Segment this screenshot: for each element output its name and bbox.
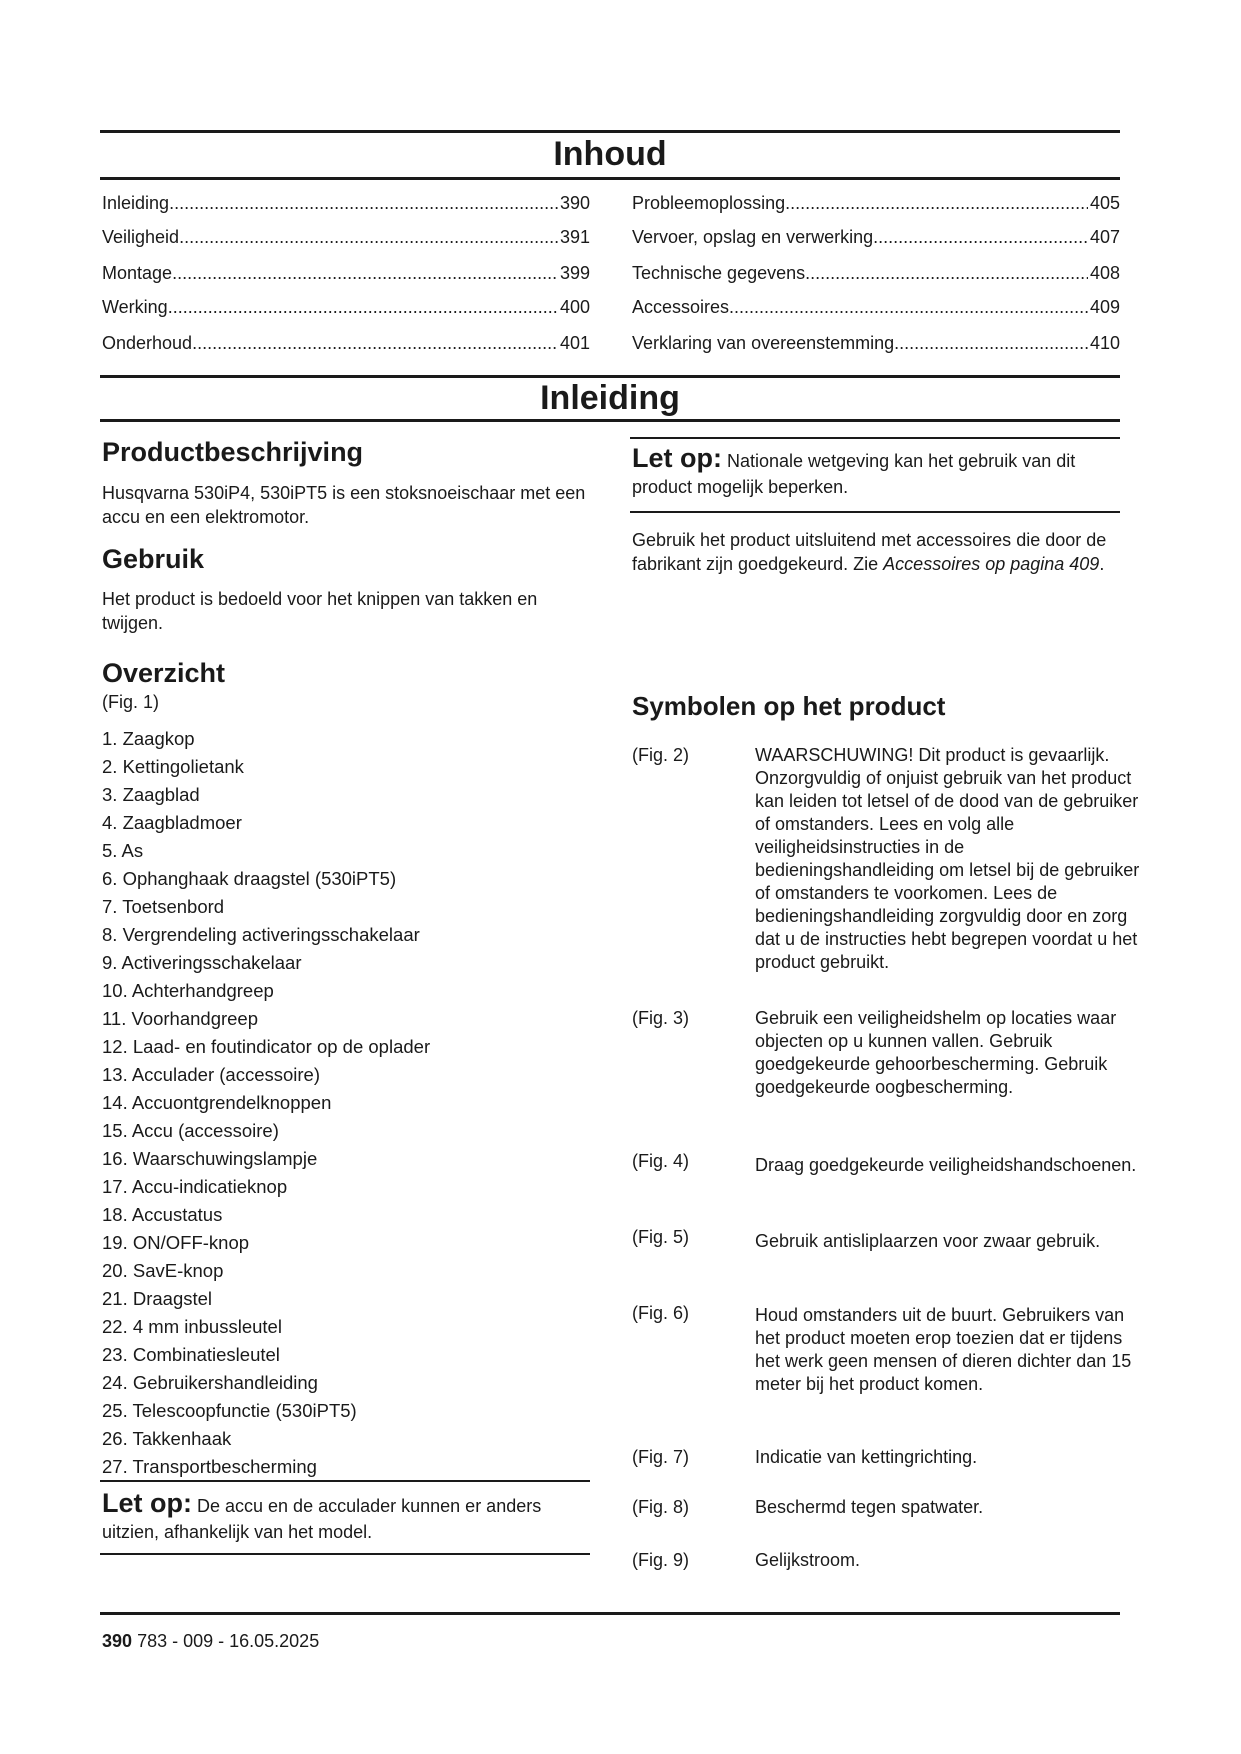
list-item: 1. Zaagkop — [102, 728, 195, 749]
list-item: 4. Zaagbladmoer — [102, 812, 242, 833]
symbol-fig-ref: (Fig. 6) — [632, 1303, 690, 1323]
toc-dots — [873, 226, 1088, 248]
symbol-fig-ref: (Fig. 7) — [632, 1447, 690, 1467]
symbol-fig-ref: (Fig. 8) — [632, 1497, 690, 1517]
note-right-top-rule — [630, 437, 1120, 439]
symbol-fig-ref: (Fig. 5) — [632, 1227, 690, 1247]
toc-entry-onderhoud[interactable] — [102, 332, 590, 354]
accessories-end: . — [1099, 554, 1105, 574]
overview-list — [102, 725, 430, 1481]
toc-dots — [192, 332, 558, 354]
note-right-label: Let op: — [632, 443, 722, 473]
symbol-text: Beschermd tegen spatwater. — [755, 1497, 984, 1517]
toc-entry-page: 410 — [1089, 333, 1120, 353]
list-item: 9. Activeringsschakelaar — [102, 952, 302, 973]
overview-heading: Overzicht — [102, 658, 226, 688]
list-item: 23. Combinatiesleutel — [102, 1344, 280, 1365]
toc-entry-page: 408 — [1089, 263, 1120, 283]
note-left-bottom-rule — [100, 1553, 590, 1555]
list-item: 18. Accustatus — [102, 1204, 223, 1225]
list-item: 12. Laad- en foutindicator op de oplader — [102, 1036, 431, 1057]
toc-dots — [168, 296, 558, 318]
list-item: 24. Gebruikershandleiding — [102, 1372, 318, 1393]
page-footer — [102, 1630, 319, 1652]
list-item: 5. As — [102, 840, 144, 861]
symbol-text: WAARSCHUWING! Dit product is gevaarlijk. Onzorgvuldig of onjuist gebruik van het product kan leiden tot letsel of de dood van de gebruiker of omstanders. Lees en volg alle veiligheidsinstructies in de bedieningshandleiding om letsel bij de gebruiker of omstanders te voorkomen. Lees de bedieningshandleiding zorgvuldig door en zorg dat u de instructies hebt begrepen voordat u het product gebruikt. — [755, 745, 1140, 972]
intro-title: Inleiding — [540, 379, 680, 417]
list-item: 15. Accu (accessoire) — [102, 1120, 279, 1141]
toc-entry-label: Montage — [102, 263, 173, 283]
footer-rule — [100, 1612, 1120, 1615]
toc-entry-technische-gegevens[interactable] — [632, 262, 1120, 284]
toc-entry-page: 401 — [559, 333, 590, 353]
note-left — [102, 1490, 592, 1545]
overview-fig-ref: (Fig. 1) — [102, 692, 160, 712]
toc-dots — [169, 192, 558, 214]
list-item: 14. Accuontgrendelknoppen — [102, 1092, 332, 1113]
toc-entry-label: Inleiding — [102, 193, 170, 213]
toc-entry-probleemoplossing[interactable] — [632, 192, 1120, 214]
toc-dots — [179, 226, 558, 248]
toc-dots — [785, 192, 1088, 214]
list-item: 26. Takkenhaak — [102, 1428, 232, 1449]
toc-entry-accessoires[interactable] — [632, 296, 1120, 318]
footer-page-number: 390 — [102, 1631, 133, 1651]
note-left-text: De accu en de acculader kunnen er anders uitzien, afhankelijk van het model. — [102, 1496, 542, 1542]
toc-entry-page: 390 — [559, 193, 590, 213]
toc-dots — [172, 262, 558, 284]
product-description-text: Husqvarna 530iP4, 530iPT5 is een stoksnoeischaar met een accu en een elektromotor. — [102, 483, 586, 527]
toc-entry-vervoer[interactable] — [632, 226, 1120, 248]
symbols-heading: Symbolen op het product — [632, 691, 946, 721]
toc-entry-page: 391 — [559, 227, 590, 247]
list-item: 25. Telescoopfunctie (530iPT5) — [102, 1400, 357, 1421]
symbol-fig-ref: (Fig. 9) — [632, 1550, 690, 1570]
note-right-bottom-rule — [630, 511, 1120, 513]
toc-title: Inhoud — [553, 135, 667, 173]
use-heading: Gebruik — [102, 544, 205, 574]
list-item: 20. SavE-knop — [102, 1260, 224, 1281]
accessories-text: Gebruik het product uitsluitend met accessoires die door de fabrikant zijn goedgekeurd. Zie — [632, 530, 1107, 574]
note-right — [632, 445, 1120, 500]
accessories-paragraph — [632, 528, 1120, 576]
toc-entry-page: 405 — [1089, 193, 1120, 213]
footer-doc-info: 783 - 009 - 16.05.2025 — [137, 1631, 320, 1651]
list-item: 27. Transportbescherming — [102, 1456, 317, 1477]
toc-entry-label: Veiligheid — [102, 227, 180, 247]
list-item: 17. Accu-indicatieknop — [102, 1176, 288, 1197]
symbol-text: Houd omstanders uit de buurt. Gebruikers van het product moeten erop toezien dat er tijdens het werk geen mensen of dieren dichter dan 15 meter bij het product komen. — [755, 1305, 1132, 1394]
list-item: 3. Zaagblad — [102, 784, 200, 805]
list-item: 7. Toetsenbord — [102, 896, 225, 917]
note-left-top-rule — [100, 1480, 590, 1482]
toc-entry-verklaring[interactable] — [632, 332, 1120, 354]
list-item: 19. ON/OFF-knop — [102, 1232, 250, 1253]
symbol-fig-ref: (Fig. 3) — [632, 1008, 690, 1028]
list-item: 8. Vergrendeling activeringsschakelaar — [102, 924, 420, 945]
toc-dots — [729, 296, 1088, 318]
list-item: 22. 4 mm inbussleutel — [102, 1316, 282, 1337]
toc-entry-veiligheid[interactable] — [102, 226, 590, 248]
list-item: 6. Ophanghaak draagstel (530iPT5) — [102, 868, 397, 889]
list-item: 21. Draagstel — [102, 1288, 213, 1309]
toc-bottom-rule — [100, 177, 1120, 180]
note-right-text: Nationale wetgeving kan het gebruik van dit product mogelijk beperken. — [632, 451, 1076, 497]
toc-entry-label: Accessoires — [632, 297, 730, 317]
toc-entry-montage[interactable] — [102, 262, 590, 284]
use-text: Het product is bedoeld voor het knippen van takken en twijgen. — [102, 589, 538, 633]
toc-dots — [894, 332, 1088, 354]
toc-top-rule — [100, 130, 1120, 133]
list-item: 13. Acculader (accessoire) — [102, 1064, 320, 1085]
symbol-text: Indicatie van kettingrichting. — [755, 1447, 978, 1467]
toc-dots — [805, 262, 1088, 284]
toc-entry-label: Technische gegevens — [632, 263, 806, 283]
toc-entry-werking[interactable] — [102, 296, 590, 318]
toc-entry-page: 409 — [1089, 297, 1120, 317]
symbol-fig-ref: (Fig. 4) — [632, 1151, 690, 1171]
list-item: 2. Kettingolietank — [102, 756, 244, 777]
list-item: 10. Achterhandgreep — [102, 980, 274, 1001]
toc-entry-label: Probleemoplossing — [632, 193, 786, 213]
symbol-text: Gebruik een veiligheidshelm op locaties waar objecten op u kunnen vallen. Gebruik goedgekeurde gehoorbescherming. Gebruik goedgekeurde oogbescherming. — [755, 1008, 1117, 1097]
toc-entry-page: 400 — [559, 297, 590, 317]
symbol-text: Gelijkstroom. — [755, 1550, 861, 1570]
toc-entry-label: Verklaring van overeenstemming — [632, 333, 895, 353]
intro-bottom-rule — [100, 419, 1120, 422]
toc-entry-label: Vervoer, opslag en verwerking — [632, 227, 874, 247]
symbol-fig-ref: (Fig. 2) — [632, 745, 690, 765]
toc-entry-page: 407 — [1089, 227, 1120, 247]
toc-entry-page: 399 — [559, 263, 590, 283]
toc-entry-label: Werking — [102, 297, 168, 317]
symbol-text: Draag goedgekeurde veiligheidshandschoenen. — [755, 1155, 1137, 1175]
symbol-text: Gebruik antisliplaarzen voor zwaar gebruik. — [755, 1231, 1101, 1251]
note-left-label: Let op: — [102, 1488, 192, 1518]
product-description-heading: Productbeschrijving — [102, 437, 364, 467]
toc-entry-inleiding[interactable] — [102, 192, 590, 214]
toc-entry-label: Onderhoud — [102, 333, 193, 353]
list-item: 11. Voorhandgreep — [102, 1008, 259, 1029]
accessories-link[interactable]: Accessoires op pagina 409 — [883, 554, 1100, 574]
list-item: 16. Waarschuwingslampje — [102, 1148, 318, 1169]
